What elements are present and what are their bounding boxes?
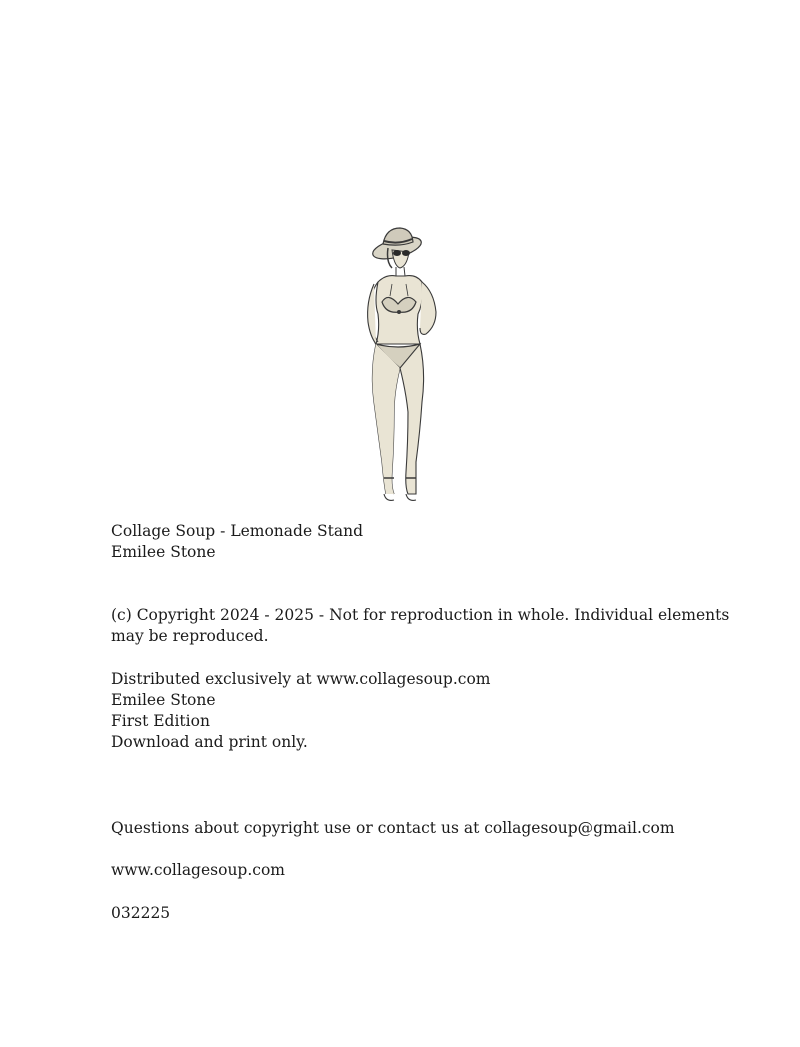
copyright-block (111, 605, 761, 647)
distribution-author: Emilee Stone (111, 691, 216, 709)
distribution-line: Distributed exclusively at www.collagesoup.com (111, 670, 491, 688)
format-line: Download and print only. (111, 733, 308, 751)
document-title: Collage Soup - Lemonade Stand (111, 522, 364, 540)
code-block (111, 903, 761, 924)
website-url: www.collagesoup.com (111, 861, 285, 879)
contact-text: Questions about copyright use or contact us at collagesoup@gmail.com (111, 819, 675, 837)
author-name: Emilee Stone (111, 543, 216, 561)
website-block (111, 860, 761, 881)
edition-line: First Edition (111, 712, 210, 730)
copyright-notice: (c) Copyright 2024 - 2025 - Not for reproduction in whole. Individual elements may be reproduced. (111, 606, 730, 645)
distribution-block (111, 669, 761, 753)
document-code: 032225 (111, 904, 171, 922)
title-block (111, 521, 761, 563)
woman-bikini-illustration (350, 222, 450, 504)
contact-block (111, 818, 761, 839)
woman-bikini-icon (350, 222, 450, 504)
